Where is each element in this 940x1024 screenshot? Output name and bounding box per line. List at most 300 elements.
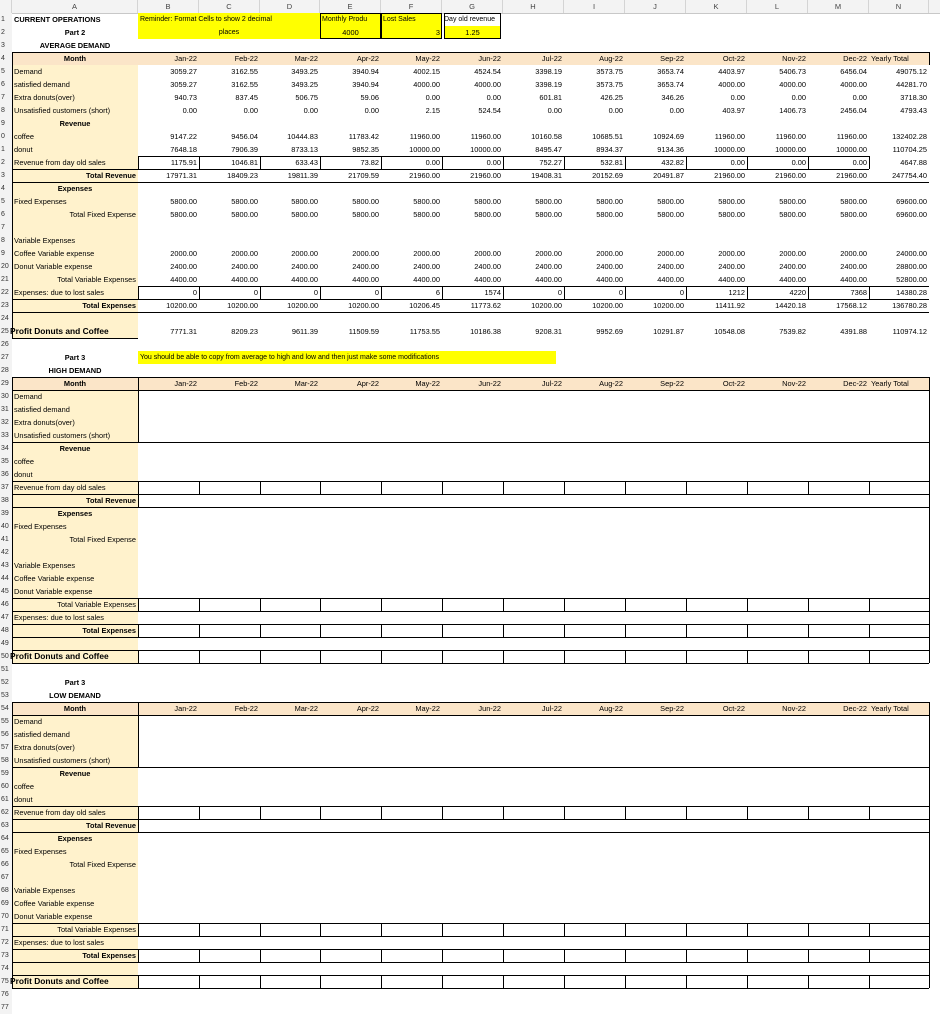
value-cell-donut_var[interactable]: 2400.00 (718, 262, 745, 271)
value-cell-donut_var[interactable]: 2400.00 (840, 262, 867, 271)
row-label-total-var[interactable]: Total Variable Expenses (57, 600, 136, 609)
value-cell-unsat[interactable]: 0.00 (547, 106, 562, 115)
column-header-b[interactable]: B (138, 0, 199, 13)
row-header[interactable]: 46 (0, 598, 12, 611)
row-label-profit[interactable]: Profit Donuts and Coffee (10, 976, 109, 986)
value-cell-extra[interactable]: 0.00 (425, 93, 440, 102)
month-header[interactable]: Mar-22 (294, 704, 318, 713)
value-cell-satisfied[interactable]: 44281.70 (896, 80, 927, 89)
value-cell-demand[interactable]: 6456.04 (840, 67, 867, 76)
row-header[interactable]: 68 (0, 884, 12, 897)
row-label-total-fixed[interactable]: Total Fixed Expense (69, 860, 136, 869)
value-cell-total_var[interactable]: 4400.00 (352, 275, 379, 284)
row-header[interactable]: 73 (0, 949, 12, 962)
value-cell-total_var[interactable]: 4400.00 (840, 275, 867, 284)
value-cell-profit[interactable]: 10291.87 (653, 327, 684, 336)
month-header[interactable]: Apr-22 (356, 704, 379, 713)
value-cell-coffee_var[interactable]: 2000.00 (474, 249, 501, 258)
value-cell-satisfied[interactable]: 3573.75 (596, 80, 623, 89)
value-cell-donut[interactable]: 110704.25 (892, 145, 927, 154)
row-header[interactable]: 20 (0, 260, 12, 273)
value-cell-fixed[interactable]: 5800.00 (779, 197, 806, 206)
value-cell-profit[interactable]: 9952.69 (596, 327, 623, 336)
month-header[interactable]: Feb-22 (234, 54, 258, 63)
value-cell-total_revenue[interactable]: 21960.00 (836, 171, 867, 180)
row-label-donut-var[interactable]: Donut Variable expense (14, 912, 93, 921)
column-header-k[interactable]: K (686, 0, 747, 13)
value-cell-total_fixed[interactable]: 5800.00 (535, 210, 562, 219)
value-cell-coffee[interactable]: 11960.00 (836, 132, 867, 141)
value-cell-profit[interactable]: 110974.12 (892, 327, 927, 336)
month-header[interactable]: Dec-22 (843, 54, 867, 63)
row-label-donut-var[interactable]: Donut Variable expense (14, 587, 93, 596)
value-cell-exp_lost[interactable]: 0 (253, 288, 258, 297)
row-header[interactable]: 8 (0, 234, 12, 247)
month-header[interactable]: Oct-22 (722, 54, 745, 63)
value-cell-coffee_var[interactable]: 2000.00 (840, 249, 867, 258)
row-header[interactable]: 42 (0, 546, 12, 559)
value-cell-profit[interactable]: 9611.39 (291, 327, 318, 336)
row-label-satisfied[interactable]: satisfied demand (14, 80, 70, 89)
value-cell-donut[interactable]: 10000.00 (714, 145, 745, 154)
row-header[interactable]: 25 (0, 325, 12, 338)
row-header[interactable]: 64 (0, 832, 12, 845)
value-cell-total_var[interactable]: 4400.00 (657, 275, 684, 284)
column-header-n[interactable]: N (869, 0, 929, 13)
row-header[interactable]: 65 (0, 845, 12, 858)
row-header[interactable]: 9 (0, 247, 12, 260)
value-cell-rev_day_old[interactable]: 1175.91 (170, 158, 197, 167)
value-cell-unsat[interactable]: 0.00 (303, 106, 318, 115)
month-header[interactable]: Dec-22 (843, 379, 867, 388)
column-header-e[interactable]: E (320, 0, 381, 13)
row-label-rev-day-old[interactable]: Revenue from day old sales (14, 483, 106, 492)
value-cell-coffee[interactable]: 11960.00 (470, 132, 501, 141)
row-header[interactable]: 1 (0, 13, 12, 26)
value-cell-total_revenue[interactable]: 21960.00 (409, 171, 440, 180)
column-header-c[interactable]: C (199, 0, 260, 13)
value-cell-unsat[interactable]: 4793.43 (900, 106, 927, 115)
value-cell-total_exp[interactable]: 10200.00 (227, 301, 258, 310)
value-cell-unsat[interactable]: 524.54 (478, 106, 501, 115)
value-cell-total_fixed[interactable]: 5800.00 (474, 210, 501, 219)
value-cell-satisfied[interactable]: 3162.55 (231, 80, 258, 89)
month-header[interactable]: Jun-22 (478, 54, 501, 63)
value-cell-total_fixed[interactable]: 5800.00 (718, 210, 745, 219)
value-cell-total_fixed[interactable]: 5800.00 (291, 210, 318, 219)
row-label-extra[interactable]: Extra donuts(over) (14, 743, 75, 752)
row-header[interactable]: 52 (0, 676, 12, 689)
row-header[interactable]: 51 (0, 663, 12, 676)
select-all-corner[interactable] (0, 0, 12, 13)
row-header[interactable]: 9 (0, 117, 12, 130)
row-header[interactable]: 21 (0, 273, 12, 286)
value-cell-total_var[interactable]: 4400.00 (413, 275, 440, 284)
value-cell-rev_day_old[interactable]: 0.00 (852, 158, 867, 167)
value-cell-extra[interactable]: 0.00 (730, 93, 745, 102)
value-cell-donut[interactable]: 10000.00 (836, 145, 867, 154)
month-header[interactable]: Dec-22 (843, 704, 867, 713)
section-expenses[interactable]: Expenses (57, 509, 93, 518)
month-header[interactable]: Mar-22 (294, 379, 318, 388)
value-cell-extra[interactable]: 3718.30 (900, 93, 927, 102)
value-cell-extra[interactable]: 426.25 (600, 93, 623, 102)
value-cell-total_exp[interactable]: 11773.62 (470, 301, 501, 310)
row-label-fixed[interactable]: Fixed Expenses (14, 197, 67, 206)
row-header[interactable]: 6 (0, 208, 12, 221)
column-header-j[interactable]: J (625, 0, 686, 13)
row-header[interactable]: 3 (0, 39, 12, 52)
row-header[interactable]: 23 (0, 299, 12, 312)
row-label-unsat[interactable]: Unsatisfied customers (short) (14, 756, 111, 765)
row-label-total-var[interactable]: Total Variable Expenses (57, 925, 136, 934)
value-cell-donut[interactable]: 9852.35 (352, 145, 379, 154)
value-cell-rev_day_old[interactable]: 0.00 (425, 158, 440, 167)
value-cell-exp_lost[interactable]: 4220 (789, 288, 806, 297)
row-label-satisfied[interactable]: satisfied demand (14, 730, 70, 739)
value-cell-rev_day_old[interactable]: 633.43 (295, 158, 318, 167)
value-cell-demand[interactable]: 3398.19 (535, 67, 562, 76)
row-header[interactable]: 5 (0, 195, 12, 208)
value-cell-donut[interactable]: 9134.36 (657, 145, 684, 154)
row-header[interactable]: 44 (0, 572, 12, 585)
value-cell-coffee_var[interactable]: 2000.00 (596, 249, 623, 258)
value-cell-exp_lost[interactable]: 0 (557, 288, 562, 297)
yearly-total-header[interactable]: Yearly Total (871, 379, 909, 388)
row-label-demand[interactable]: Demand (14, 717, 42, 726)
section-expenses[interactable]: Expenses (57, 184, 93, 193)
value-cell-demand[interactable]: 3653.74 (657, 67, 684, 76)
value-cell-rev_day_old[interactable]: 432.82 (661, 158, 684, 167)
value-cell-rev_day_old[interactable]: 532.81 (600, 158, 623, 167)
row-header[interactable]: 39 (0, 507, 12, 520)
row-label-donut[interactable]: donut (14, 795, 33, 804)
month-header[interactable]: May-22 (415, 704, 440, 713)
column-header-d[interactable]: D (260, 0, 320, 13)
value-cell-total_var[interactable]: 4400.00 (779, 275, 806, 284)
row-header[interactable]: 30 (0, 390, 12, 403)
row-header[interactable]: 34 (0, 442, 12, 455)
value-cell-demand[interactable]: 4002.15 (413, 67, 440, 76)
row-header[interactable]: 22 (0, 286, 12, 299)
value-cell-coffee[interactable]: 9456.04 (231, 132, 258, 141)
month-header[interactable]: Sep-22 (660, 54, 684, 63)
value-cell-extra[interactable]: 346.26 (661, 93, 684, 102)
value-cell-satisfied[interactable]: 3059.27 (170, 80, 197, 89)
month-header[interactable]: Oct-22 (722, 379, 745, 388)
row-header[interactable]: 33 (0, 429, 12, 442)
value-cell-total_var[interactable]: 4400.00 (474, 275, 501, 284)
value-cell-unsat[interactable]: 0.00 (669, 106, 684, 115)
value-cell-rev_day_old[interactable]: 0.00 (730, 158, 745, 167)
value-cell-donut[interactable]: 8495.47 (535, 145, 562, 154)
value-cell-donut_var[interactable]: 2400.00 (474, 262, 501, 271)
row-header[interactable]: 7 (0, 91, 12, 104)
value-cell-coffee[interactable]: 11783.42 (348, 132, 379, 141)
row-header[interactable]: 57 (0, 741, 12, 754)
value-cell-total_fixed[interactable]: 69600.00 (896, 210, 927, 219)
row-header[interactable]: 69 (0, 897, 12, 910)
month-header[interactable]: Jun-22 (478, 704, 501, 713)
month-header[interactable]: Jul-22 (541, 54, 562, 63)
section-title[interactable]: AVERAGE DEMAND (39, 41, 111, 50)
row-label-donut[interactable]: donut (14, 470, 33, 479)
value-cell-total_exp[interactable]: 10206.45 (409, 301, 440, 310)
row-header[interactable]: 7 (0, 221, 12, 234)
day-old-revenue-value[interactable]: 1.25 (444, 26, 501, 39)
value-cell-satisfied[interactable]: 4000.00 (718, 80, 745, 89)
value-cell-donut[interactable]: 7648.18 (170, 145, 197, 154)
row-header[interactable]: 40 (0, 520, 12, 533)
column-header-bar[interactable] (0, 0, 940, 14)
row-label-total-revenue[interactable]: Total Revenue (86, 496, 136, 505)
value-cell-total_exp[interactable]: 10200.00 (531, 301, 562, 310)
row-header[interactable]: 3 (0, 169, 12, 182)
lost-sales-value[interactable]: 3 (381, 26, 442, 39)
value-cell-exp_lost[interactable]: 0 (618, 288, 623, 297)
row-label-unsat[interactable]: Unsatisfied customers (short) (14, 106, 111, 115)
value-cell-total_fixed[interactable]: 5800.00 (840, 210, 867, 219)
value-cell-satisfied[interactable]: 3493.25 (291, 80, 318, 89)
row-header[interactable]: 53 (0, 689, 12, 702)
value-cell-profit[interactable]: 4391.88 (840, 327, 867, 336)
row-label-total_fixed[interactable]: Total Fixed Expense (69, 210, 136, 219)
value-cell-unsat[interactable]: 0.00 (243, 106, 258, 115)
month-header[interactable]: Feb-22 (234, 379, 258, 388)
value-cell-coffee[interactable]: 10924.69 (653, 132, 684, 141)
value-cell-donut_var[interactable]: 28800.00 (896, 262, 927, 271)
row-header[interactable]: 5 (0, 65, 12, 78)
value-cell-profit[interactable]: 7539.82 (779, 327, 806, 336)
value-cell-demand[interactable]: 3059.27 (170, 67, 197, 76)
value-cell-demand[interactable]: 4524.54 (474, 67, 501, 76)
row-header[interactable]: 32 (0, 416, 12, 429)
value-cell-extra[interactable]: 59.06 (360, 93, 379, 102)
row-header[interactable]: 2 (0, 26, 12, 39)
row-label-total-exp[interactable]: Total Expenses (82, 626, 136, 635)
value-cell-extra[interactable]: 601.81 (539, 93, 562, 102)
value-cell-exp_lost[interactable]: 0 (374, 288, 379, 297)
value-cell-fixed[interactable]: 5800.00 (596, 197, 623, 206)
value-cell-total_var[interactable]: 4400.00 (170, 275, 197, 284)
row-header[interactable]: 0 (0, 130, 12, 143)
row-header[interactable]: 35 (0, 455, 12, 468)
value-cell-profit[interactable]: 10548.08 (714, 327, 745, 336)
value-cell-exp_lost[interactable]: 0 (192, 288, 197, 297)
section-variable[interactable]: Variable Expenses (14, 886, 76, 895)
month-header[interactable]: Sep-22 (660, 379, 684, 388)
month-header[interactable]: May-22 (415, 379, 440, 388)
row-label-rev-day-old[interactable]: Revenue from day old sales (14, 808, 106, 817)
value-cell-coffee_var[interactable]: 2000.00 (413, 249, 440, 258)
value-cell-extra[interactable]: 0.00 (486, 93, 501, 102)
row-header[interactable]: 63 (0, 819, 12, 832)
value-cell-total_revenue[interactable]: 20152.69 (592, 171, 623, 180)
value-cell-total_exp[interactable]: 10200.00 (287, 301, 318, 310)
row-header[interactable]: 62 (0, 806, 12, 819)
value-cell-donut_var[interactable]: 2400.00 (779, 262, 806, 271)
value-cell-fixed[interactable]: 5800.00 (718, 197, 745, 206)
row-header[interactable]: 76 (0, 988, 12, 1001)
value-cell-total_fixed[interactable]: 5800.00 (657, 210, 684, 219)
value-cell-donut[interactable]: 10000.00 (470, 145, 501, 154)
value-cell-donut_var[interactable]: 2400.00 (231, 262, 258, 271)
month-header[interactable]: Nov-22 (782, 54, 806, 63)
value-cell-total_exp[interactable]: 10200.00 (592, 301, 623, 310)
row-header[interactable]: 58 (0, 754, 12, 767)
row-label-total_var[interactable]: Total Variable Expenses (57, 275, 136, 284)
row-header[interactable]: 77 (0, 1001, 12, 1014)
row-label-fixed[interactable]: Fixed Expenses (14, 847, 67, 856)
row-label-profit[interactable]: Profit Donuts and Coffee (10, 326, 109, 336)
value-cell-total_exp[interactable]: 136780.28 (892, 301, 927, 310)
value-cell-total_revenue[interactable]: 21709.59 (348, 171, 379, 180)
part-label[interactable]: Part 2 (64, 28, 86, 37)
value-cell-total_fixed[interactable]: 5800.00 (231, 210, 258, 219)
row-label-extra[interactable]: Extra donuts(over) (14, 93, 75, 102)
value-cell-unsat[interactable]: 1406.73 (779, 106, 806, 115)
column-header-a[interactable]: A (12, 0, 138, 13)
row-label-demand[interactable]: Demand (14, 67, 42, 76)
value-cell-total_revenue[interactable]: 20491.87 (653, 171, 684, 180)
row-header[interactable]: 41 (0, 533, 12, 546)
value-cell-total_var[interactable]: 4400.00 (535, 275, 562, 284)
row-label-total-exp[interactable]: Total Expenses (82, 951, 136, 960)
row-header[interactable]: 28 (0, 364, 12, 377)
row-header[interactable]: 6 (0, 78, 12, 91)
row-header[interactable]: 29 (0, 377, 12, 390)
row-label-total-fixed[interactable]: Total Fixed Expense (69, 535, 136, 544)
section-variable[interactable]: Variable Expenses (14, 236, 76, 245)
value-cell-fixed[interactable]: 5800.00 (413, 197, 440, 206)
month-header-label[interactable]: Month (63, 704, 87, 713)
value-cell-extra[interactable]: 940.73 (174, 93, 197, 102)
value-cell-total_var[interactable]: 4400.00 (291, 275, 318, 284)
value-cell-coffee_var[interactable]: 2000.00 (352, 249, 379, 258)
row-label-fixed[interactable]: Fixed Expenses (14, 522, 67, 531)
row-label-coffee-var[interactable]: Coffee Variable expense (14, 899, 95, 908)
row-label-donut[interactable]: donut (14, 145, 33, 154)
value-cell-rev_day_old[interactable]: 4647.88 (900, 158, 927, 167)
value-cell-coffee[interactable]: 11960.00 (409, 132, 440, 141)
value-cell-fixed[interactable]: 5800.00 (840, 197, 867, 206)
value-cell-coffee[interactable]: 132402.28 (892, 132, 927, 141)
value-cell-total_var[interactable]: 4400.00 (231, 275, 258, 284)
value-cell-coffee_var[interactable]: 2000.00 (657, 249, 684, 258)
value-cell-total_exp[interactable]: 11411.92 (715, 301, 745, 310)
value-cell-coffee[interactable]: 11960.00 (714, 132, 745, 141)
row-label-coffee-var[interactable]: Coffee Variable expense (14, 574, 95, 583)
value-cell-extra[interactable]: 837.45 (235, 93, 258, 102)
value-cell-rev_day_old[interactable]: 752.27 (539, 158, 562, 167)
day-old-revenue-label[interactable]: Day old revenue (444, 16, 495, 23)
section-revenue[interactable]: Revenue (59, 769, 91, 778)
column-header-i[interactable]: I (564, 0, 625, 13)
value-cell-total_revenue[interactable]: 21960.00 (714, 171, 745, 180)
value-cell-demand[interactable]: 49075.12 (896, 67, 927, 76)
section-variable[interactable]: Variable Expenses (14, 561, 76, 570)
value-cell-fixed[interactable]: 69600.00 (896, 197, 927, 206)
column-header-l[interactable]: L (747, 0, 808, 13)
value-cell-coffee_var[interactable]: 2000.00 (170, 249, 197, 258)
value-cell-fixed[interactable]: 5800.00 (474, 197, 501, 206)
row-header[interactable]: 31 (0, 403, 12, 416)
row-header[interactable]: 2 (0, 156, 12, 169)
value-cell-donut[interactable]: 8934.37 (596, 145, 623, 154)
value-cell-coffee[interactable]: 9147.22 (170, 132, 197, 141)
value-cell-fixed[interactable]: 5800.00 (352, 197, 379, 206)
value-cell-fixed[interactable]: 5800.00 (291, 197, 318, 206)
row-label-total_exp[interactable]: Total Expenses (82, 301, 136, 310)
month-header[interactable]: May-22 (415, 54, 440, 63)
row-header[interactable]: 1 (0, 143, 12, 156)
value-cell-total_fixed[interactable]: 5800.00 (779, 210, 806, 219)
row-label-coffee[interactable]: coffee (14, 782, 34, 791)
row-header[interactable]: 4 (0, 182, 12, 195)
month-header[interactable]: Jan-22 (174, 379, 197, 388)
value-cell-exp_lost[interactable]: 6 (435, 288, 440, 297)
value-cell-fixed[interactable]: 5800.00 (231, 197, 258, 206)
reminder-note[interactable]: Reminder: Format Cells to show 2 decimal (138, 13, 320, 26)
month-header[interactable]: Jul-22 (541, 379, 562, 388)
row-label-extra[interactable]: Extra donuts(over) (14, 418, 75, 427)
month-header[interactable]: Jun-22 (478, 379, 501, 388)
value-cell-profit[interactable]: 11753.55 (409, 327, 440, 336)
month-header[interactable]: Jan-22 (174, 704, 197, 713)
month-header[interactable]: Aug-22 (599, 379, 623, 388)
value-cell-coffee_var[interactable]: 2000.00 (718, 249, 745, 258)
value-cell-donut_var[interactable]: 2400.00 (596, 262, 623, 271)
value-cell-coffee_var[interactable]: 2000.00 (779, 249, 806, 258)
row-label-exp_lost[interactable]: Expenses: due to lost sales (14, 288, 104, 297)
month-header[interactable]: Mar-22 (294, 54, 318, 63)
row-header[interactable]: 55 (0, 715, 12, 728)
value-cell-coffee[interactable]: 10160.58 (531, 132, 562, 141)
value-cell-profit[interactable]: 7771.31 (170, 327, 197, 336)
section-expenses[interactable]: Expenses (57, 834, 93, 843)
value-cell-total_fixed[interactable]: 5800.00 (352, 210, 379, 219)
value-cell-donut_var[interactable]: 2400.00 (657, 262, 684, 271)
row-header[interactable]: 50 (0, 650, 12, 663)
instruction-note[interactable]: You should be able to copy from average to high and low and then just make some modifications (138, 351, 556, 364)
month-header[interactable]: Aug-22 (599, 54, 623, 63)
value-cell-satisfied[interactable]: 3653.74 (657, 80, 684, 89)
value-cell-demand[interactable]: 3573.75 (596, 67, 623, 76)
value-cell-rev_day_old[interactable]: 73.82 (360, 158, 379, 167)
month-header[interactable]: Oct-22 (722, 704, 745, 713)
column-header-m[interactable]: M (808, 0, 869, 13)
value-cell-demand[interactable]: 5406.73 (779, 67, 806, 76)
month-header[interactable]: Feb-22 (234, 704, 258, 713)
value-cell-rev_day_old[interactable]: 1046.81 (231, 158, 258, 167)
row-header[interactable]: 61 (0, 793, 12, 806)
row-header[interactable]: 70 (0, 910, 12, 923)
month-header[interactable]: Apr-22 (356, 54, 379, 63)
value-cell-donut[interactable]: 7906.39 (231, 145, 258, 154)
column-header-f[interactable]: F (381, 0, 442, 13)
row-header[interactable]: 59 (0, 767, 12, 780)
month-header[interactable]: Nov-22 (782, 704, 806, 713)
row-label-donut_var[interactable]: Donut Variable expense (14, 262, 93, 271)
row-header[interactable]: 54 (0, 702, 12, 715)
row-header[interactable]: 56 (0, 728, 12, 741)
row-header[interactable]: 71 (0, 923, 12, 936)
value-cell-extra[interactable]: 0.00 (791, 93, 806, 102)
value-cell-satisfied[interactable]: 4000.00 (413, 80, 440, 89)
month-header[interactable]: Apr-22 (356, 379, 379, 388)
month-header-label[interactable]: Month (63, 54, 87, 63)
value-cell-fixed[interactable]: 5800.00 (535, 197, 562, 206)
